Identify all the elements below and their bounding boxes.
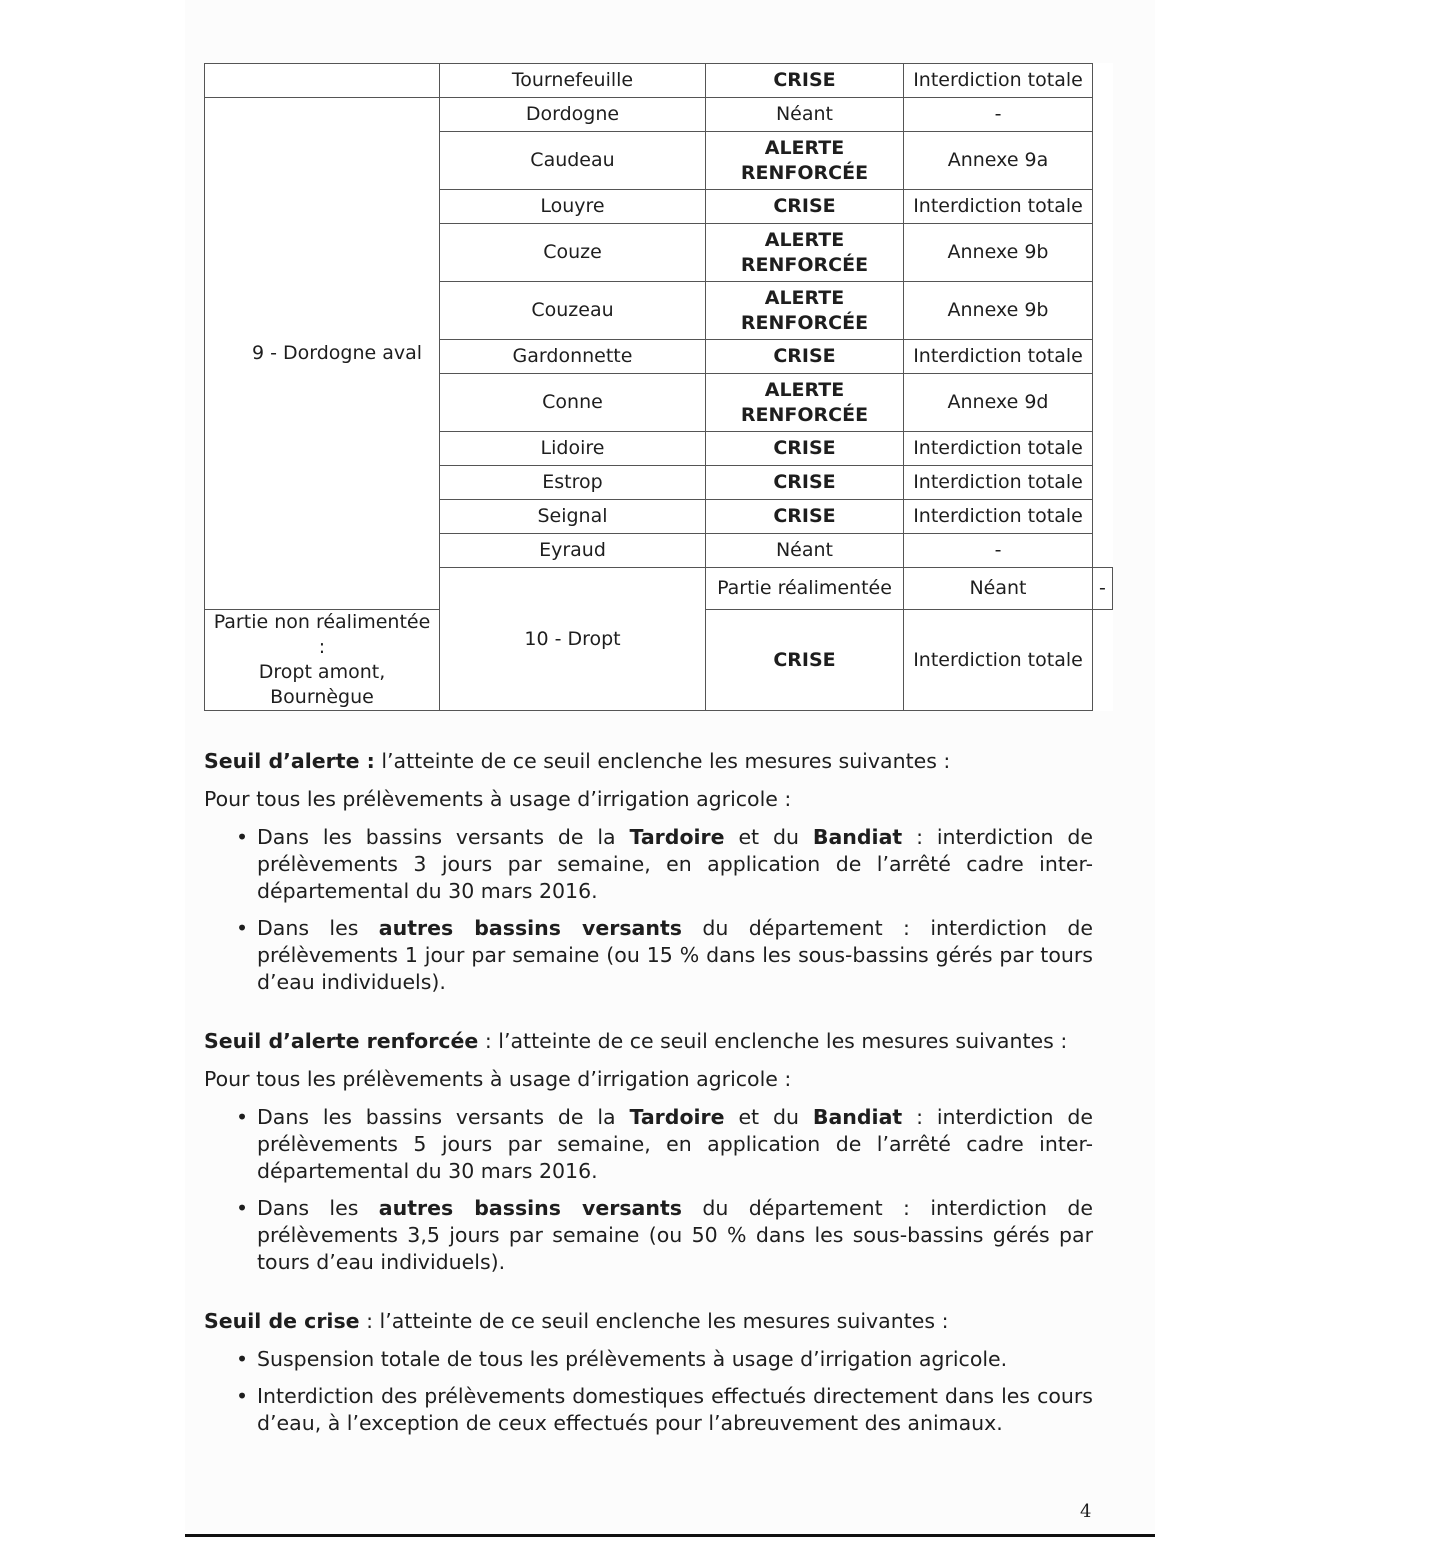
alert-level-cell (706, 374, 904, 432)
measure-cell: Interdiction totale (904, 610, 1093, 711)
alert-level-line2: RENFORCÉE (740, 253, 869, 276)
bullet-text: Dans les (257, 1196, 379, 1220)
bullet-emphasis: Bandiat (812, 825, 903, 849)
sub-basin-cell: Caudeau (440, 132, 706, 190)
bullet-text: Suspension totale de tous les prélèvements à usage d’irrigation agricole. (257, 1347, 1008, 1371)
alert-level-cell: CRISE (706, 340, 904, 374)
bullet-icon: • (236, 916, 249, 940)
alert-level-line2: RENFORCÉE (740, 311, 869, 334)
sub-basin-cell: Lidoire (440, 432, 706, 466)
alert-level-cell: Néant (706, 98, 904, 132)
alert-level-cell: CRISE (706, 500, 904, 534)
sub-basin-cell: Conne (440, 374, 706, 432)
sub-basin-cell: Partie réalimentée (706, 568, 904, 610)
section-title: Seuil d’alerte renforcée (204, 1029, 479, 1053)
section-scope: Pour tous les prélèvements à usage d’irrigation agricole : (204, 787, 792, 811)
measure-cell: - (1093, 568, 1113, 610)
measure-cell: Interdiction totale (904, 190, 1093, 224)
bullet-text: et du (724, 1105, 813, 1129)
table-row (205, 98, 1113, 132)
bullet-emphasis: autres bassins versants (378, 1196, 682, 1220)
alert-level-cell: Néant (904, 568, 1093, 610)
measure-cell: Annexe 9d (904, 374, 1093, 432)
list-item (204, 915, 1093, 996)
sub-basin-cell: Estrop (440, 466, 706, 500)
measure-cell: Annexe 9b (904, 282, 1093, 340)
restriction-table (204, 63, 1113, 711)
section-crise (204, 1308, 1093, 1447)
measure-list (204, 824, 1093, 996)
measure-cell: Interdiction totale (904, 64, 1093, 98)
measure-cell: Interdiction totale (904, 432, 1093, 466)
measure-cell: Interdiction totale (904, 466, 1093, 500)
alert-level-cell: CRISE (706, 190, 904, 224)
alert-level-cell: CRISE (706, 466, 904, 500)
bullet-text: : interdiction de prélèvements 3 jours par semaine, en application de l’arrêté cadre inter-départemental du 30 mars 2016. (257, 825, 1093, 903)
alert-level-cell: CRISE (706, 610, 904, 711)
sub-basin-cell: Dordogne (440, 98, 706, 132)
measure-cell: - (904, 98, 1093, 132)
list-item (204, 1104, 1093, 1185)
alert-level-line1: ALERTE (764, 136, 845, 159)
alert-level-cell: CRISE (706, 64, 904, 98)
sub-basin-cell: Couzeau (440, 282, 706, 340)
sub-basin-cell: Louyre (440, 190, 706, 224)
alert-level-cell: CRISE (706, 432, 904, 466)
section-heading (204, 1308, 1093, 1335)
measure-cell: Annexe 9a (904, 132, 1093, 190)
measure-list (204, 1346, 1093, 1437)
alert-level-cell (706, 282, 904, 340)
bullet-text: : interdiction de prélèvements 5 jours par semaine, en application de l’arrêté cadre inter-départemental du 30 mars 2016. (257, 1105, 1093, 1183)
section-title: Seuil d’alerte : (204, 749, 375, 773)
bullet-text: Dans les bassins versants de la (257, 825, 630, 849)
sub-basin-line1: Partie non réalimentée : (213, 611, 431, 658)
bullet-emphasis: Bandiat (812, 1105, 903, 1129)
alert-level-cell: Néant (706, 534, 904, 568)
bullet-icon: • (236, 1347, 249, 1371)
section-heading (204, 1028, 1093, 1055)
section-intro: : l’atteinte de ce seuil enclenche les mesures suivantes : (359, 1309, 949, 1333)
measure-cell: Annexe 9b (904, 224, 1093, 282)
sub-basin-cell: Seignal (440, 500, 706, 534)
alert-level-line2: RENFORCÉE (740, 161, 869, 184)
basin-cell: 10 - Dropt (440, 568, 706, 711)
bullet-icon: • (236, 1196, 249, 1220)
table-row (205, 64, 1113, 98)
bullet-emphasis: autres bassins versants (378, 916, 682, 940)
measure-cell: - (904, 534, 1093, 568)
measure-cell: Interdiction totale (904, 500, 1093, 534)
alert-level-line2: RENFORCÉE (740, 403, 869, 426)
alert-level-line1: ALERTE (764, 228, 845, 251)
alert-level-line1: ALERTE (764, 286, 845, 309)
bullet-icon: • (236, 1384, 249, 1408)
section-intro: : l’atteinte de ce seuil enclenche les mesures suivantes : (478, 1029, 1068, 1053)
bullet-text: et du (724, 825, 813, 849)
alert-level-cell (706, 224, 904, 282)
section-alerte (204, 748, 1093, 1006)
bullet-text: Dans les bassins versants de la (257, 1105, 630, 1129)
list-item (204, 824, 1093, 905)
sub-basin-line2: Dropt amont, Bournègue (258, 661, 386, 708)
section-heading (204, 748, 1093, 775)
bullet-text: du département : interdiction de prélèvements 1 jour par semaine (ou 15 % dans les sous-bassins gérés par tours d’eau individuels). (257, 916, 1093, 994)
alert-level-line1: ALERTE (764, 378, 845, 401)
basin-cell-empty (205, 64, 440, 98)
section-intro: l’atteinte de ce seuil enclenche les mesures suivantes : (374, 749, 951, 773)
basin-cell: 9 - Dordogne aval (205, 98, 440, 610)
list-item (204, 1383, 1093, 1437)
section-scope: Pour tous les prélèvements à usage d’irrigation agricole : (204, 1067, 792, 1091)
page-number: 4 (1080, 1501, 1092, 1522)
measure-list (204, 1104, 1093, 1276)
sub-basin-cell: Couze (440, 224, 706, 282)
bullet-text: du département : interdiction de prélèvements 3,5 jours par semaine (ou 50 % dans les sous-bassins gérés par tours d’eau individuels). (257, 1196, 1093, 1274)
footer-divider (185, 1534, 1155, 1537)
sub-basin-cell: Gardonnette (440, 340, 706, 374)
section-title: Seuil de crise (204, 1309, 360, 1333)
list-item (204, 1346, 1093, 1373)
bullet-emphasis: Tardoire (629, 1105, 725, 1129)
alert-level-cell (706, 132, 904, 190)
bullet-text: Dans les (257, 916, 379, 940)
sub-basin-cell (205, 610, 440, 711)
bullet-icon: • (236, 1105, 249, 1129)
measure-cell: Interdiction totale (904, 340, 1093, 374)
section-alerte-renforcee (204, 1028, 1093, 1286)
bullet-text: Interdiction des prélèvements domestiques effectués directement dans les cours d’eau, à l’exception de ceux effectués pour l’abreuvement des animaux. (257, 1384, 1093, 1435)
sub-basin-cell: Tournefeuille (440, 64, 706, 98)
list-item (204, 1195, 1093, 1276)
bullet-icon: • (236, 825, 249, 849)
bullet-emphasis: Tardoire (629, 825, 725, 849)
sub-basin-cell: Eyraud (440, 534, 706, 568)
